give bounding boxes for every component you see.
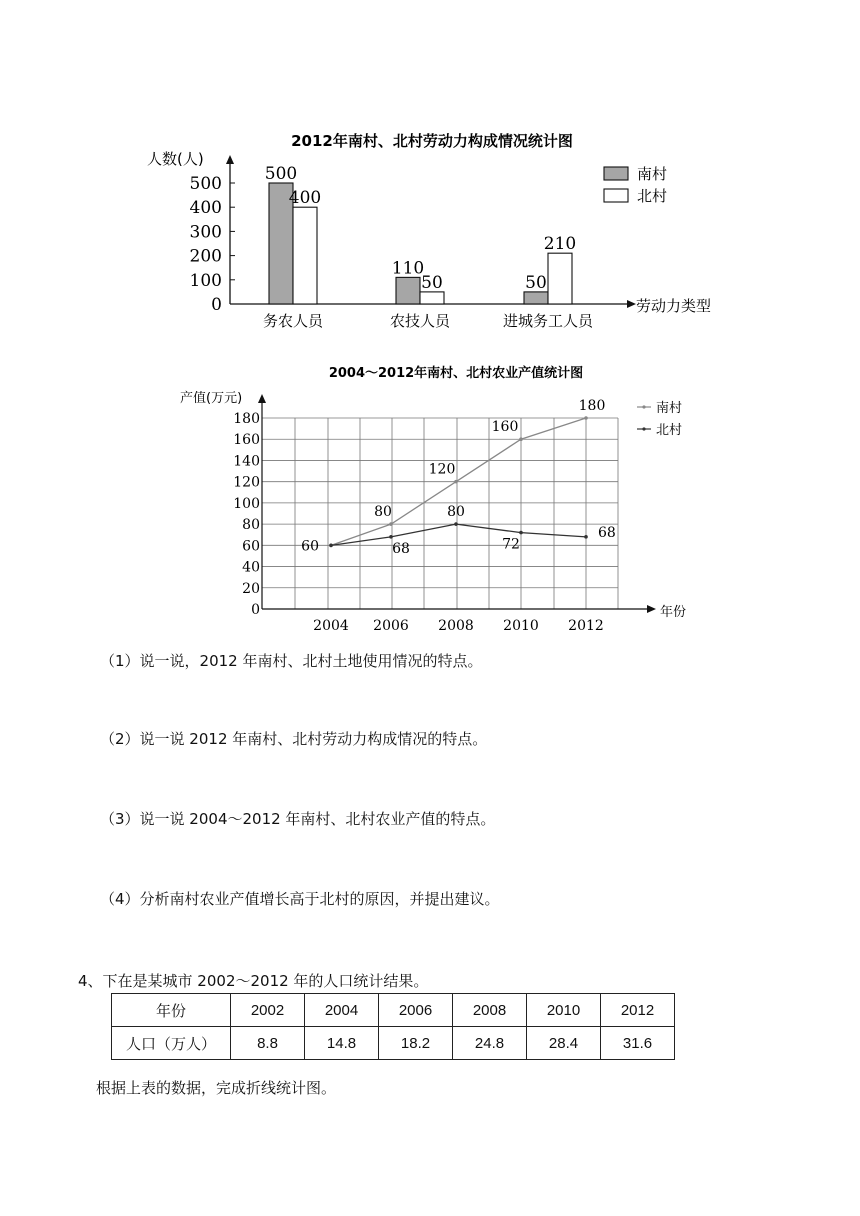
bar-value-label: 500 — [264, 164, 298, 184]
bar-y-axis-label: 人数(人) — [147, 150, 204, 168]
table-cell: 2010 — [527, 994, 601, 1027]
line-point — [454, 480, 458, 484]
bar-legend-swatch — [604, 189, 628, 202]
line-y-tick-label: 160 — [233, 432, 260, 449]
table-cell: 14.8 — [305, 1027, 379, 1060]
line-x-tick-label: 2012 — [568, 618, 604, 634]
bar-legend-swatch — [604, 167, 628, 180]
bar-south — [524, 292, 548, 304]
line-point — [584, 535, 588, 539]
bar-y-tick-label: 400 — [189, 198, 222, 219]
line-data-label: 72 — [502, 536, 520, 553]
line-y-tick-label: 0 — [251, 602, 260, 618]
line-x-axis-arrow — [647, 605, 656, 613]
output-line-chart — [0, 360, 860, 640]
table-cell: 18.2 — [379, 1027, 453, 1060]
bar-category-label: 务农人员 — [262, 312, 324, 330]
bar-y-tick-label: 200 — [189, 246, 222, 267]
line-chart-title: 2004～2012年南村、北村农业产值统计图 — [328, 366, 584, 381]
table-cell: 2008 — [453, 994, 527, 1027]
bar-chart-title: 2012年南村、北村劳动力构成情况统计图 — [291, 132, 573, 150]
bar-category-label: 农技人员 — [389, 312, 451, 330]
line-point — [454, 522, 458, 526]
line-data-label: 68 — [392, 540, 410, 557]
table-cell: 2006 — [379, 994, 453, 1027]
question-2: （2）说一说 2012 年南村、北村劳动力构成情况的特点。 — [100, 730, 488, 748]
bar-y-tick-label: 500 — [189, 174, 222, 194]
line-point — [389, 535, 393, 539]
line-y-tick-label: 40 — [242, 559, 260, 576]
line-y-tick-label: 100 — [233, 495, 260, 512]
table-header-year: 年份 — [112, 994, 231, 1027]
table-row — [112, 994, 675, 1027]
bar-value-label: 50 — [525, 272, 547, 293]
line-data-label: 80 — [374, 504, 392, 521]
line-data-label: 180 — [578, 398, 606, 414]
line-x-tick-label: 2008 — [438, 618, 474, 634]
bar-y-tick-label: 100 — [189, 270, 222, 291]
bar-category-label: 进城务工人员 — [502, 312, 594, 330]
table-cell: 2002 — [231, 994, 305, 1027]
table-cell: 2004 — [305, 994, 379, 1027]
population-table — [111, 993, 675, 1060]
line-data-label: 120 — [428, 461, 456, 478]
bar-y-axis-arrow — [226, 155, 234, 164]
line-legend-label: 北村 — [656, 423, 683, 438]
line-point — [519, 531, 523, 535]
instruction-text: 根据上表的数据，完成折线统计图。 — [96, 1079, 337, 1097]
bar-x-axis-arrow — [627, 300, 636, 308]
line-y-axis-label: 产值(万元) — [180, 391, 243, 406]
line-legend-marker — [642, 405, 645, 408]
bar-north — [548, 253, 572, 304]
line-y-axis-arrow — [258, 394, 266, 403]
line-point — [519, 437, 523, 441]
table-cell: 2012 — [601, 994, 675, 1027]
question-4: （4）分析南村农业产值增长高于北村的原因，并提出建议。 — [100, 890, 500, 908]
table-cell: 28.4 — [527, 1027, 601, 1060]
line-point — [329, 544, 333, 548]
bar-north — [293, 207, 317, 304]
section-4-prompt: 4、下在是某城市 2002～2012 年的人口统计结果。 — [78, 972, 429, 990]
line-x-tick-label: 2004 — [313, 618, 349, 634]
bar-x-axis-label: 劳动力类型 — [636, 297, 712, 315]
table-cell: 31.6 — [601, 1027, 675, 1060]
line-data-label: 160 — [491, 419, 519, 436]
line-legend-marker — [642, 427, 645, 430]
bar-value-label: 210 — [543, 234, 577, 255]
bar-value-label: 50 — [421, 272, 443, 293]
bar-north — [420, 292, 444, 304]
question-1: （1）说一说，2012 年南村、北村土地使用情况的特点。 — [100, 652, 483, 670]
bar-legend-label: 南村 — [637, 165, 668, 183]
line-y-tick-label: 60 — [242, 538, 260, 555]
question-3: （3）说一说 2004～2012 年南村、北村农业产值的特点。 — [100, 810, 496, 828]
line-y-tick-label: 140 — [233, 453, 260, 470]
table-header-population: 人口（万人） — [112, 1027, 231, 1060]
bar-legend-label: 北村 — [637, 187, 668, 205]
line-y-tick-label: 80 — [242, 517, 260, 534]
bar-y-tick-label: 300 — [189, 222, 222, 243]
table-cell: 8.8 — [231, 1027, 305, 1060]
line-data-label: 80 — [447, 504, 465, 521]
table-row — [112, 1027, 675, 1060]
line-y-tick-label: 120 — [233, 474, 260, 491]
line-y-tick-label: 20 — [242, 580, 260, 597]
line-series-north — [331, 524, 586, 545]
line-x-tick-label: 2010 — [503, 618, 539, 634]
line-y-tick-label: 180 — [233, 411, 260, 427]
bar-value-label: 400 — [288, 188, 322, 209]
bar-y-tick-label: 0 — [211, 295, 222, 315]
line-data-label: 60 — [301, 538, 319, 555]
bar-value-label: 110 — [391, 258, 425, 279]
line-point — [389, 522, 393, 526]
line-point — [584, 416, 588, 420]
line-x-axis-label: 年份 — [660, 605, 687, 620]
line-legend-label: 南村 — [656, 401, 683, 416]
line-x-tick-label: 2006 — [373, 618, 409, 634]
bar-south — [396, 277, 420, 304]
table-cell: 24.8 — [453, 1027, 527, 1060]
line-data-label: 68 — [598, 524, 616, 541]
